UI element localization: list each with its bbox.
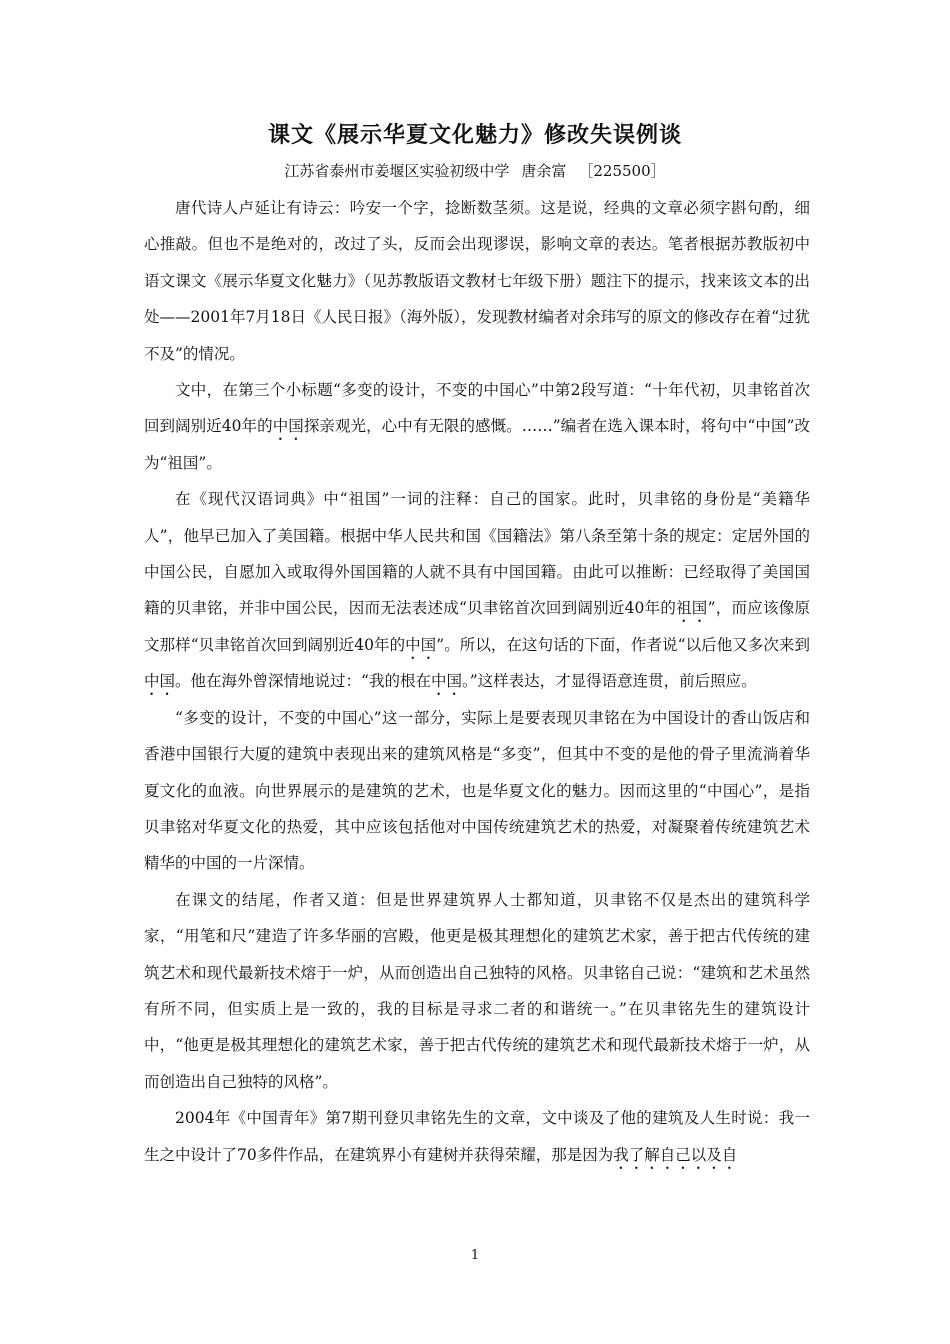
paragraph-text: ”。所以，在这句话的下面，作者说“以后他又多次来到 <box>436 635 810 654</box>
paragraph-text: 。他在海外曾深情地说过：“我的根在 <box>175 672 431 691</box>
article-body <box>144 190 810 1173</box>
paragraph <box>144 882 810 1100</box>
author-line <box>0 160 950 181</box>
paragraph <box>144 1100 810 1173</box>
paragraph-text: 唐代诗人卢延让有诗云：吟安一个字，捻断数茎须。这是说，经典的文章必须字斟句酌，细心推敲。但也不是绝对的，改过了头，反而会出现谬误，影响文章的表达。笔者根据苏教版初中语文课文《展示华夏文化魅力》（见苏教版语文教材七年级下册）题注下的提示，找来该文本的出处——2001年7月18日《人民日报》（海外版），发现教材编者对余玮写的原文的修改存在着“过犹不及”的情况。 <box>144 199 810 363</box>
paragraph <box>144 481 810 699</box>
paragraph <box>144 700 810 882</box>
emphasized-text: 中国 <box>272 417 304 436</box>
author-name: 唐余富 <box>521 162 567 180</box>
author-postcode: ［225500］ <box>578 162 666 180</box>
paragraph-text: 。”这样表达，才显得语意连贯，前后照应。 <box>461 672 757 691</box>
paragraph <box>144 190 810 372</box>
page-title: 课文《展示华夏文化魅力》修改失误例谈 <box>267 122 682 148</box>
author-organization: 江苏省泰州市姜堰区实验初级中学 <box>284 162 510 180</box>
paragraph-text: ”，而应该像原文那样“贝聿铭首次回到阔别近40年的 <box>144 599 810 654</box>
emphasized-text: 祖国 <box>676 599 708 618</box>
paragraph-text: 探亲观光，心中有无限的感慨。……”编者在选入课本时，将句中“中国”改为“祖国”。 <box>144 417 810 472</box>
paragraph-text: 2004年《中国青年》第7期刊登贝聿铭先生的文章，文中谈及了他的建筑及人生时说：我一生之中设计了70多件作品，在建筑界小有建树并获得荣耀，那是因为 <box>144 1109 810 1164</box>
emphasized-text: 中国 <box>144 672 176 691</box>
emphasized-text: 中国 <box>430 672 462 691</box>
paragraph-text: 文中，在第三个小标题“多变的设计，不变的中国心”中第2段写道：“十年代初，贝聿铭首次回到阔别近40年的 <box>144 381 810 436</box>
paragraph-text: 在《现代汉语词典》中“祖国”一词的注释：自己的国家。此时，贝聿铭的身份是“美籍华人”，他早已加入了美国籍。根据中华人民共和国《国籍法》第八条至第十条的规定：定居外国的中国公民，自愿加入或取得外国国籍的人就不具有中国国籍。由此可以推断：已经取得了美国国籍的贝聿铭，并非中国公民，因而无法表述成“贝聿铭首次回到阔别近40年的 <box>144 490 810 618</box>
emphasized-text: 我了解自己以及自 <box>613 1145 738 1164</box>
paragraph-text: “多变的设计，不变的中国心”这一部分，实际上是要表现贝聿铭在为中国设计的香山饭店和香港中国银行大厦的建筑中表现出来的建筑风格是“多变”，但其中不变的是他的骨子里流淌着华夏文化的血液。向世界展示的是建筑的艺术，也是华夏文化的魅力。因而这里的“中国心”，是指贝聿铭对华夏文化的热爱，其中应该包括他对中国传统建筑艺术的热爱，对凝聚着传统建筑艺术精华的中国的一片深情。 <box>144 708 810 873</box>
emphasized-text: 中国 <box>405 635 437 654</box>
paragraph <box>144 372 810 481</box>
page-number: 1 <box>470 1248 480 1263</box>
paragraph-text: 在课文的结尾，作者又道：但是世界建筑界人士都知道，贝聿铭不仅是杰出的建筑科学家，“用笔和尺”建造了许多华丽的宫殿，他更是极其理想化的建筑艺术家，善于把古代传统的建筑艺术和现代最新技术熔于一炉，从而创造出自己独特的风格。贝聿铭自己说：“建筑和艺术虽然有所不同，但实质上是一致的，我的目标是寻求二者的和谐统一。”在贝聿铭先生的建筑设计中，“他更是极其理想化的建筑艺术家，善于把古代传统的建筑艺术和现代最新技术熔于一炉，从而创造出自己独特的风格”。 <box>144 890 810 1091</box>
